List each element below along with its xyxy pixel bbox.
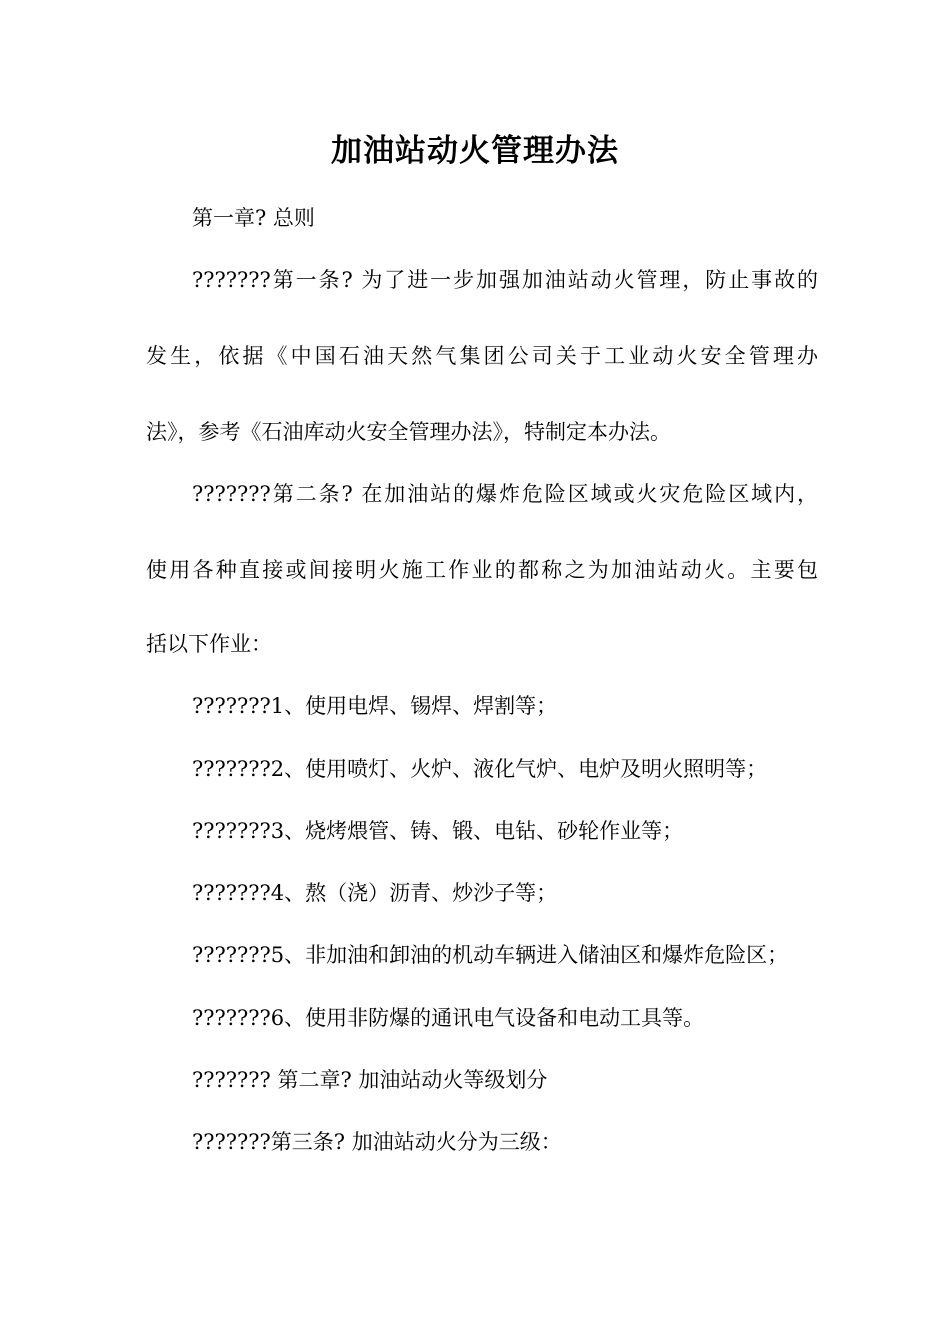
list-item: ???????5、非加油和卸油的机动车辆进入储油区和爆炸危险区； (192, 943, 789, 967)
paragraph-line: 发生，依据《中国石油天然气集团公司关于工业动火安全管理办 (146, 344, 818, 368)
paragraph-line: 法》，参考《石油库动火安全管理办法》，特制定本办法。 (146, 420, 671, 444)
paragraph-line: ???????第三条? 加油站动火分为三级： (192, 1130, 562, 1154)
paragraph-line: ???????第二条? 在加油站的爆炸危险区域或火灾危险区域内， (192, 482, 818, 506)
list-item: ???????2、使用喷灯、火炉、液化气炉、电炉及明火照明等； (192, 757, 768, 781)
chapter-heading: ??????? 第二章? 加油站动火等级划分 (192, 1068, 548, 1092)
paragraph-line: 括以下作业： (146, 632, 272, 656)
paragraph-line: 使用各种直接或间接明火施工作业的都称之为加油站动火。主要包 (146, 558, 818, 582)
list-item: ???????1、使用电焊、锡焊、焊割等； (192, 694, 558, 718)
chapter-heading: 第一章? 总则 (192, 206, 315, 230)
list-item: ???????3、烧烤煨管、铸、锻、电钻、砂轮作业等； (192, 819, 684, 843)
list-item: ???????4、熬（浇）沥青、炒沙子等； (192, 881, 558, 905)
list-item: ???????6、使用非防爆的通讯电气设备和电动工具等。 (192, 1006, 705, 1030)
document-title: 加油站动火管理办法 (331, 133, 619, 169)
paragraph-line: ???????第一条? 为了进一步加强加油站动火管理，防止事故的 (192, 268, 818, 292)
